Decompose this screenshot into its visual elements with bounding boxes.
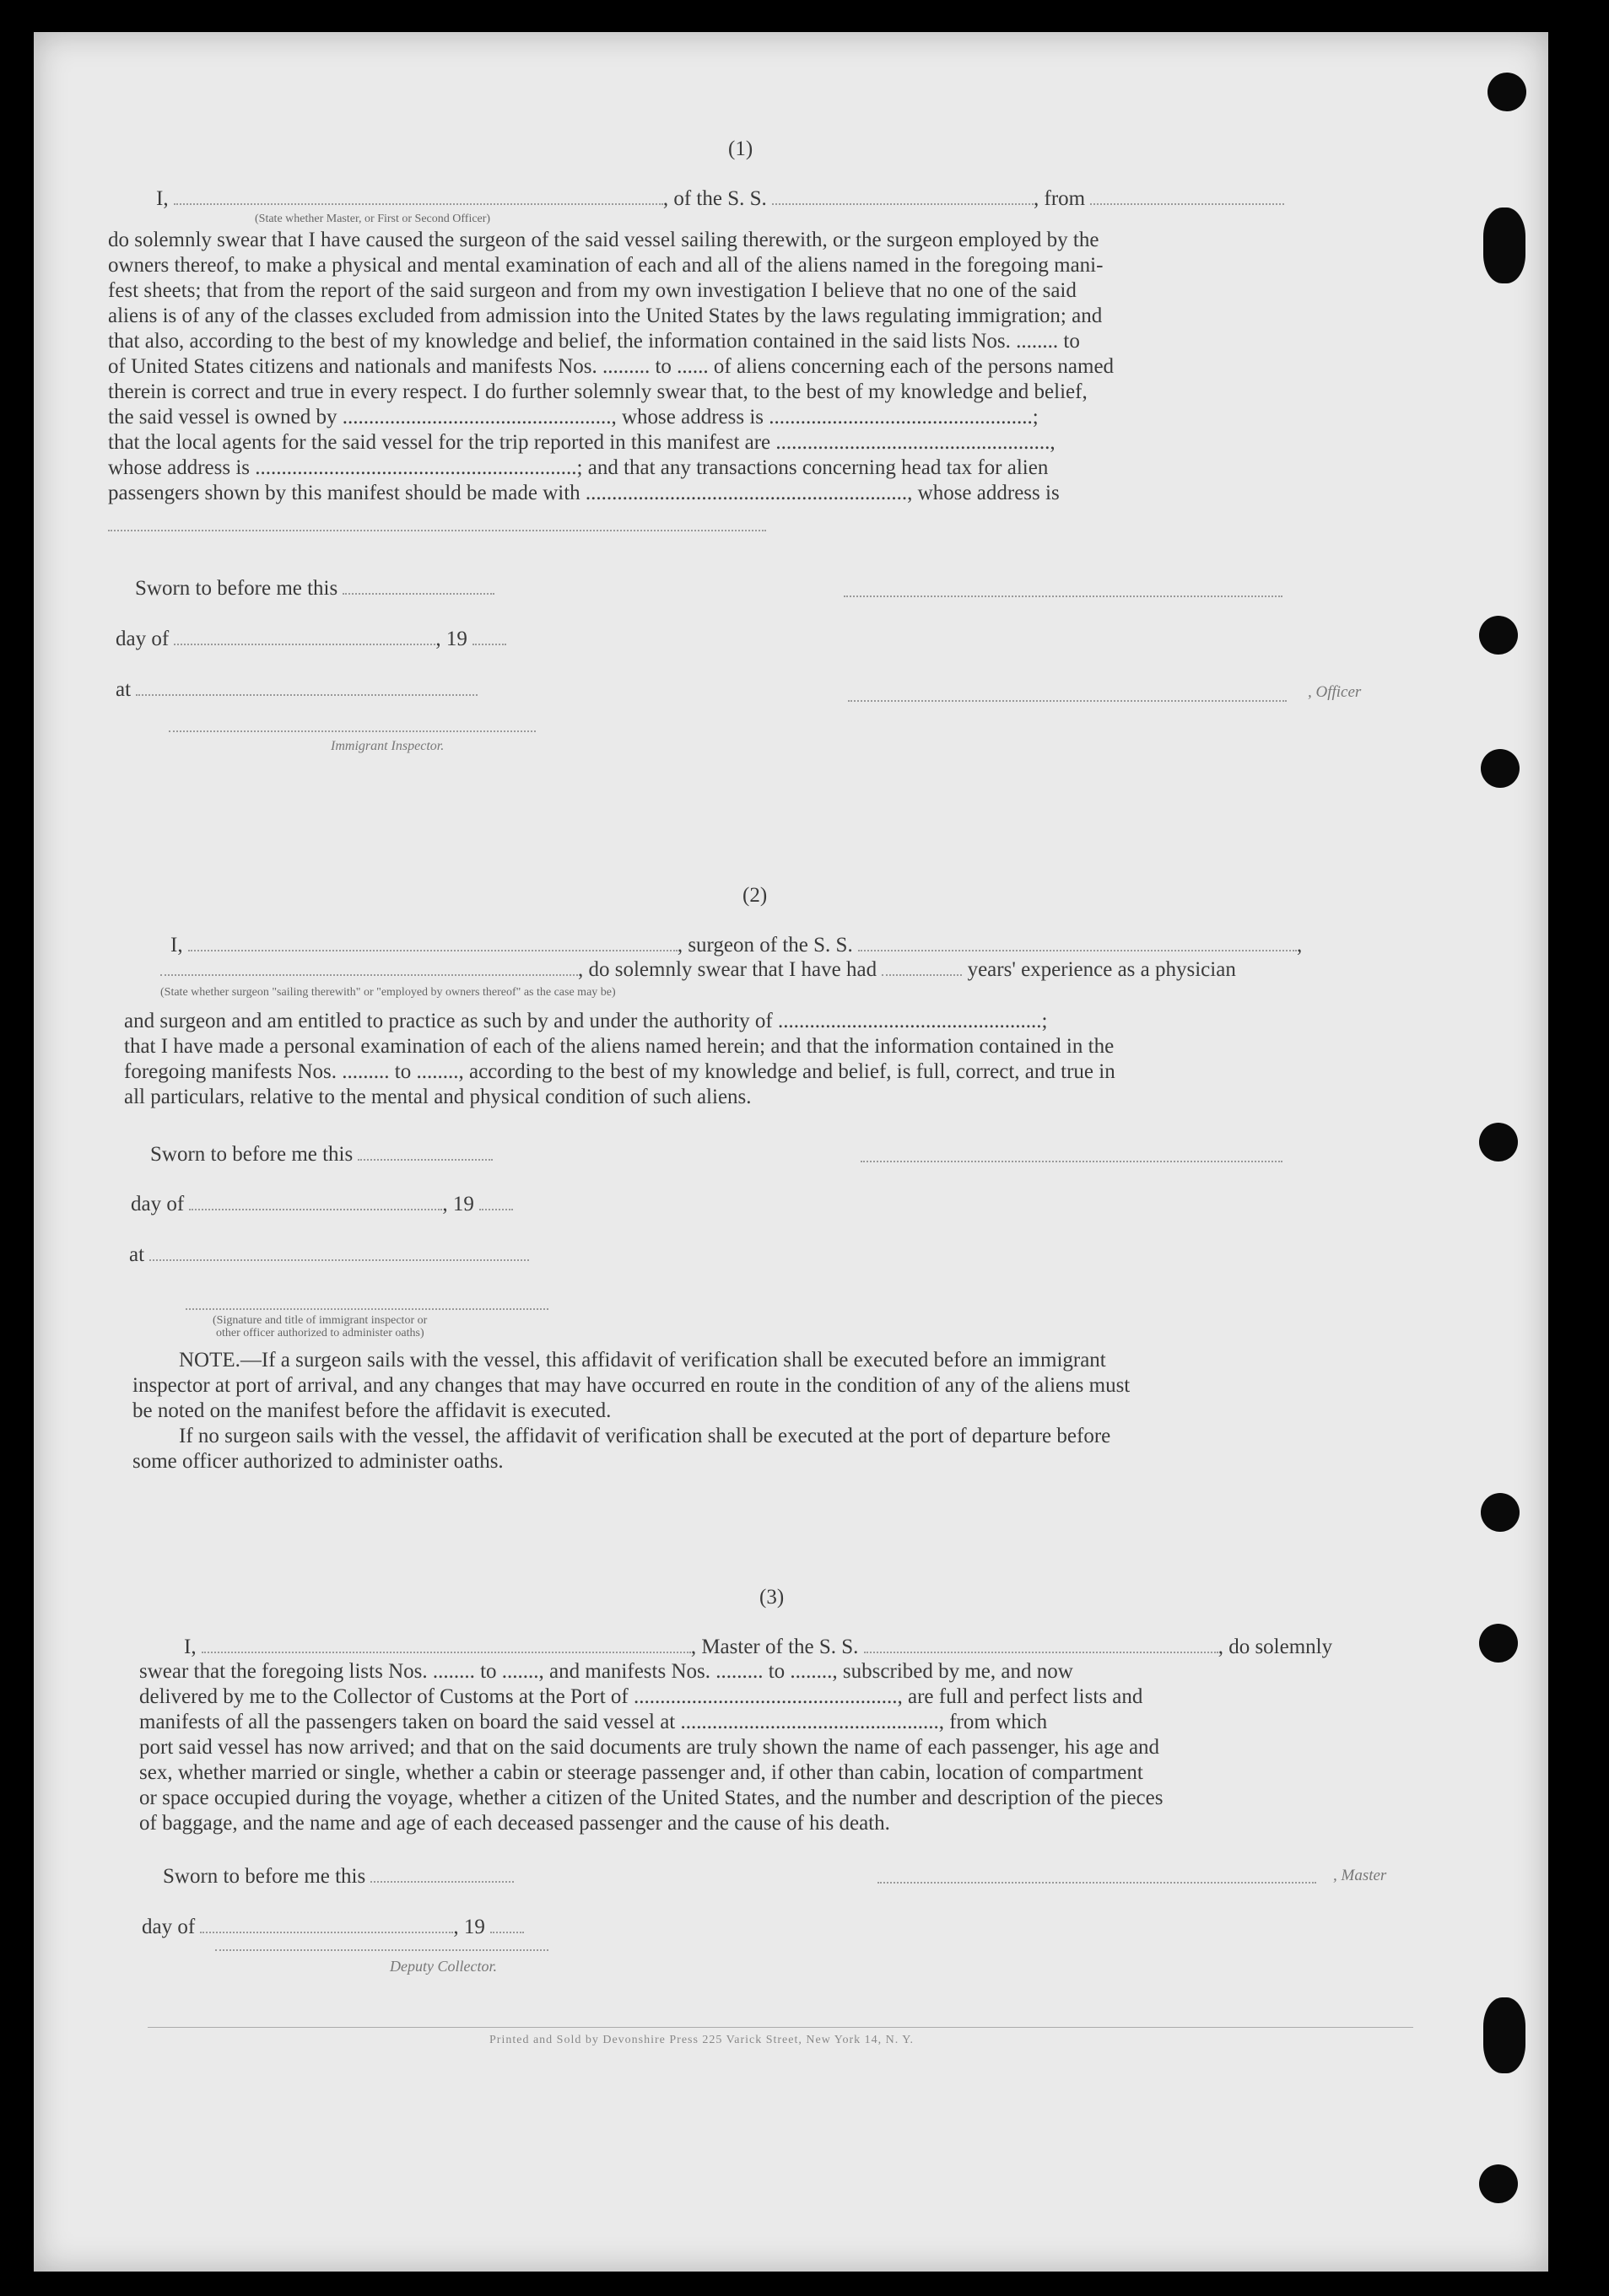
at-line-1 xyxy=(116,677,478,703)
ship-name-field[interactable] xyxy=(864,1635,1218,1653)
body-line: foregoing manifests Nos. ......... to ........, according to the best of my knowledge and belief, is full, correct, and true in xyxy=(124,1060,1115,1083)
punch-hole xyxy=(1488,73,1526,111)
section-1-body xyxy=(108,228,1424,506)
text-i: I, xyxy=(184,1636,197,1658)
year-prefix: , 19 xyxy=(442,1193,474,1215)
officer-signature-line[interactable] xyxy=(848,700,1287,702)
surgeon-note: (State whether surgeon "sailing therewith" or "employed by owners thereof" as the case may be) xyxy=(160,986,616,999)
signature-note-1: (Signature and title of immigrant inspector or xyxy=(213,1314,428,1327)
from-port-field[interactable] xyxy=(1090,186,1284,205)
text-master-of: , Master of the S. S. xyxy=(690,1636,859,1658)
form-page xyxy=(34,32,1548,2272)
punch-hole xyxy=(1483,1997,1525,2073)
body-line: that I have made a personal examination of each of the aliens named herein; and that the information contained in the xyxy=(124,1035,1115,1058)
sworn-day-field[interactable] xyxy=(370,1864,514,1883)
note-line: be noted on the manifest before the affidavit is executed. xyxy=(132,1399,612,1422)
sworn-day-field[interactable] xyxy=(358,1142,493,1161)
ship-name-field[interactable] xyxy=(772,186,1034,205)
note-paragraph xyxy=(132,1348,1436,1474)
body-line: owners thereof, to make a physical and mental examination of each and all of the aliens named in the foregoing mani- xyxy=(108,254,1104,277)
punch-hole xyxy=(1479,1624,1518,1663)
body-line: manifests of all the passengers taken on board the said vessel at ................................................., from which xyxy=(139,1711,1048,1733)
inspector-label: Immigrant Inspector. xyxy=(331,739,445,753)
officer-name-field[interactable] xyxy=(174,186,663,205)
note-line: If no surgeon sails with the vessel, the affidavit of verification shall be executed at the port of departure before xyxy=(179,1425,1111,1447)
collector-signature-field[interactable] xyxy=(215,1949,548,1951)
punch-hole xyxy=(1479,2164,1518,2203)
at-text: at xyxy=(116,678,132,701)
body-line: of baggage, and the name and age of each deceased passenger and the cause of his death. xyxy=(139,1812,890,1835)
at-line-2 xyxy=(129,1242,529,1268)
day-of-text: day of xyxy=(142,1916,196,1938)
officer-signature-field[interactable] xyxy=(844,596,1282,597)
text-years: years' experience as a physician xyxy=(967,958,1236,981)
day-of-text: day of xyxy=(116,628,170,650)
officer-label: , Officer xyxy=(1308,683,1362,701)
note-line: inspector at port of arrival, and any changes that may have occurred en route in the condition of any of the aliens must xyxy=(132,1374,1131,1397)
section-2-number: (2) xyxy=(742,884,768,907)
surgeon-signature-field[interactable] xyxy=(861,1161,1282,1162)
section-2-second-line xyxy=(160,957,1236,983)
body-line: whose address is .............................................................; and that any transactions concerning head tax for alien xyxy=(108,456,1049,479)
officer-note: (State whether Master, or First or Second Officer) xyxy=(255,213,491,225)
signature-note-2: other officer authorized to administer oaths) xyxy=(216,1327,424,1339)
body-line: the said vessel is owned by ..................................................., whose address is ..................................................; xyxy=(108,406,1039,428)
at-place-field[interactable] xyxy=(136,677,478,696)
master-label: , Master xyxy=(1333,1867,1387,1884)
sworn-line-1 xyxy=(135,576,494,601)
body-line: do solemnly swear that I have caused the surgeon of the said vessel sailing therewith, or the surgeon employed by the xyxy=(108,229,1099,251)
body-line: fest sheets; that from the report of the said surgeon and from my own investigation I believe that no one of the said xyxy=(108,279,1077,302)
day-of-line-3 xyxy=(142,1915,524,1940)
punch-hole xyxy=(1483,208,1525,283)
text-i: I, xyxy=(156,187,169,210)
day-of-text: day of xyxy=(131,1193,185,1215)
body-line: port said vessel has now arrived; and that on the said documents are truly shown the name of each passenger, his age and xyxy=(139,1736,1160,1759)
address-continuation-field[interactable] xyxy=(108,530,766,531)
body-line: or space occupied during the voyage, whether a citizen of the United States, and the number and description of the pieces xyxy=(139,1787,1164,1809)
punch-hole xyxy=(1479,616,1518,655)
body-line: sex, whether married or single, whether a cabin or steerage passenger and, if other than cabin, location of compartment xyxy=(139,1761,1143,1784)
sworn-text: Sworn to before me this xyxy=(163,1865,366,1888)
body-line: passengers shown by this manifest should be made with ............................................................., whose address is xyxy=(108,482,1060,504)
body-line: that also, according to the best of my knowledge and belief, the information contained in the said lists Nos. ........ to xyxy=(108,330,1080,353)
punch-hole xyxy=(1481,1493,1520,1532)
at-place-field[interactable] xyxy=(149,1242,529,1261)
footer-rule xyxy=(148,2027,1413,2028)
month-field[interactable] xyxy=(200,1915,453,1933)
sworn-text: Sworn to before me this xyxy=(135,577,338,600)
printer-imprint: Printed and Sold by Devonshire Press 225 Varick Street, New York 14, N. Y. xyxy=(489,2034,915,2046)
deputy-collector-label: Deputy Collector. xyxy=(390,1958,497,1975)
surgeon-name-field[interactable] xyxy=(188,933,678,951)
master-signature-field[interactable] xyxy=(877,1882,1316,1884)
comma: , xyxy=(1296,934,1303,957)
sworn-day-field[interactable] xyxy=(343,576,494,595)
punch-hole xyxy=(1481,749,1520,788)
month-field[interactable] xyxy=(174,627,435,645)
text-of-ss: , of the S. S. xyxy=(662,187,767,210)
year-field[interactable] xyxy=(472,627,506,645)
section-2-body xyxy=(124,1009,1432,1110)
section-3-body xyxy=(139,1659,1443,1836)
years-field[interactable] xyxy=(882,957,962,976)
text-surgeon-of: , surgeon of the S. S. xyxy=(677,934,853,957)
day-of-line-1 xyxy=(116,627,506,652)
note-line: some officer authorized to administer oaths. xyxy=(132,1450,504,1473)
section-1-first-line xyxy=(156,186,1284,212)
section-1-number: (1) xyxy=(728,137,753,160)
body-line: therein is correct and true in every respect. I do further solemnly swear that, to the best of my knowledge and belief, xyxy=(108,380,1088,403)
body-line: aliens is of any of the classes excluded from admission into the United States by the laws regulating immigration; and xyxy=(108,305,1103,327)
at-text: at xyxy=(129,1243,145,1266)
text-do-solemnly: , do solemnly xyxy=(1218,1636,1333,1658)
sworn-line-2 xyxy=(150,1142,493,1167)
sworn-line-3 xyxy=(163,1864,514,1889)
inspector-signature-field[interactable] xyxy=(169,730,536,732)
year-prefix: , 19 xyxy=(453,1916,485,1938)
punch-hole xyxy=(1479,1123,1518,1161)
section-3-number: (3) xyxy=(759,1586,785,1609)
text-from: , from xyxy=(1034,187,1086,210)
year-field[interactable] xyxy=(479,1192,513,1210)
year-prefix: , 19 xyxy=(435,628,467,650)
body-line: of United States citizens and nationals and manifests Nos. ......... to ...... of aliens concerning each of the persons named xyxy=(108,355,1115,378)
body-line: swear that the foregoing lists Nos. ........ to ......., and manifests Nos. ......... to ........, subscribed by me, and now xyxy=(139,1660,1073,1683)
body-line: delivered by me to the Collector of Customs at the Port of .................................................., are full and perfect lists and xyxy=(139,1685,1143,1708)
year-field[interactable] xyxy=(490,1915,524,1933)
body-line: and surgeon and am entitled to practice as such by and under the authority of ..................................................; xyxy=(124,1010,1048,1032)
text-do-solemnly: , do solemnly swear that I have had xyxy=(578,958,877,981)
ship-name-field[interactable] xyxy=(858,933,1297,951)
month-field[interactable] xyxy=(189,1192,442,1210)
sworn-text: Sworn to before me this xyxy=(150,1143,354,1166)
body-line: all particulars, relative to the mental and physical condition of such aliens. xyxy=(124,1086,752,1108)
note-line: NOTE.—If a surgeon sails with the vessel, this affidavit of verification shall be executed before an immigrant xyxy=(179,1349,1106,1372)
text-i: I, xyxy=(170,934,183,957)
section-2-first-line xyxy=(170,933,1302,958)
day-of-line-2 xyxy=(131,1192,513,1217)
body-line: that the local agents for the said vessel for the trip reported in this manifest are ...................................................., xyxy=(108,431,1056,454)
master-name-field[interactable] xyxy=(202,1635,691,1653)
surgeon-status-field[interactable] xyxy=(160,957,578,976)
section-3-first-line xyxy=(184,1635,1332,1660)
inspector-signature-field[interactable] xyxy=(186,1308,548,1310)
